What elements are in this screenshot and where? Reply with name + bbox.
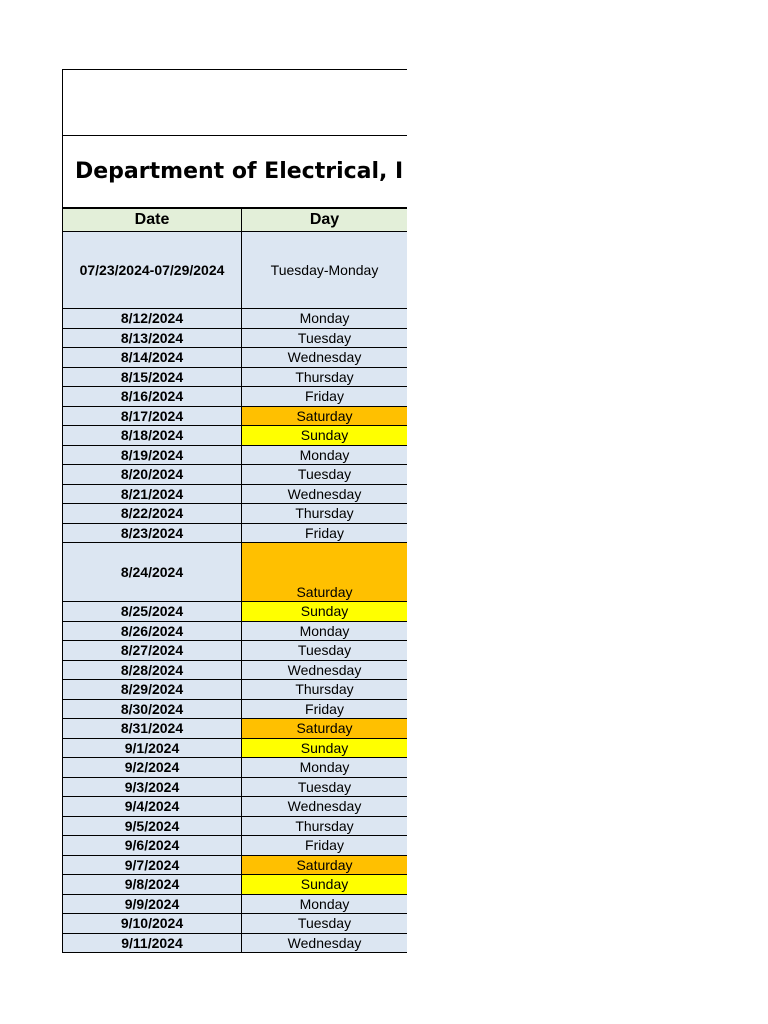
table-row bbox=[63, 328, 408, 348]
table-row bbox=[63, 641, 408, 661]
date-cell[interactable]: 8/19/2024 bbox=[63, 445, 242, 465]
day-cell[interactable]: Tuesday bbox=[242, 777, 408, 797]
day-cell[interactable]: Monday bbox=[242, 758, 408, 778]
day-cell[interactable]: Sunday bbox=[242, 602, 408, 622]
day-cell[interactable]: Friday bbox=[242, 387, 408, 407]
date-cell[interactable]: 8/23/2024 bbox=[63, 523, 242, 543]
date-cell[interactable]: 9/10/2024 bbox=[63, 914, 242, 934]
date-cell[interactable]: 8/26/2024 bbox=[63, 621, 242, 641]
day-cell[interactable]: Monday bbox=[242, 309, 408, 329]
date-cell[interactable]: 8/31/2024 bbox=[63, 719, 242, 739]
table-row bbox=[63, 465, 408, 485]
date-cell[interactable]: 8/16/2024 bbox=[63, 387, 242, 407]
day-cell[interactable]: Thursday bbox=[242, 504, 408, 524]
day-cell[interactable]: Tuesday-Monday bbox=[242, 232, 408, 309]
date-cell[interactable]: 8/24/2024 bbox=[63, 543, 242, 602]
day-cell[interactable]: Monday bbox=[242, 445, 408, 465]
spreadsheet bbox=[62, 69, 407, 953]
date-cell[interactable]: 9/2/2024 bbox=[63, 758, 242, 778]
table-row bbox=[63, 914, 408, 934]
day-cell[interactable]: Wednesday bbox=[242, 933, 408, 953]
day-cell[interactable]: Sunday bbox=[242, 738, 408, 758]
table-row bbox=[63, 445, 408, 465]
title-row[interactable] bbox=[62, 136, 407, 208]
day-cell[interactable]: Monday bbox=[242, 894, 408, 914]
day-cell[interactable]: Monday bbox=[242, 621, 408, 641]
header-day[interactable]: Day bbox=[242, 209, 408, 232]
date-cell[interactable]: 8/13/2024 bbox=[63, 328, 242, 348]
table-row bbox=[63, 543, 408, 602]
date-cell[interactable]: 9/5/2024 bbox=[63, 816, 242, 836]
table-row bbox=[63, 426, 408, 446]
date-cell[interactable]: 8/20/2024 bbox=[63, 465, 242, 485]
date-cell[interactable]: 8/28/2024 bbox=[63, 660, 242, 680]
day-cell[interactable]: Wednesday bbox=[242, 797, 408, 817]
date-cell[interactable]: 8/22/2024 bbox=[63, 504, 242, 524]
date-cell[interactable]: 8/27/2024 bbox=[63, 641, 242, 661]
table-row bbox=[63, 484, 408, 504]
date-cell[interactable]: 07/23/2024-07/29/2024 bbox=[63, 232, 242, 309]
table-row bbox=[63, 504, 408, 524]
date-cell[interactable]: 9/9/2024 bbox=[63, 894, 242, 914]
day-cell[interactable]: Thursday bbox=[242, 367, 408, 387]
date-cell[interactable]: 9/8/2024 bbox=[63, 875, 242, 895]
table-row bbox=[63, 232, 408, 309]
day-cell[interactable]: Saturday bbox=[242, 406, 408, 426]
day-cell[interactable]: Wednesday bbox=[242, 660, 408, 680]
table-row bbox=[63, 738, 408, 758]
date-cell[interactable]: 8/14/2024 bbox=[63, 348, 242, 368]
day-cell[interactable]: Tuesday bbox=[242, 465, 408, 485]
table-row bbox=[63, 816, 408, 836]
table-row bbox=[63, 933, 408, 953]
date-cell[interactable]: 9/6/2024 bbox=[63, 836, 242, 856]
table-row bbox=[63, 348, 408, 368]
table-row bbox=[63, 758, 408, 778]
header-date[interactable]: Date bbox=[63, 209, 242, 232]
table-row bbox=[63, 875, 408, 895]
table-row bbox=[63, 602, 408, 622]
date-cell[interactable]: 8/25/2024 bbox=[63, 602, 242, 622]
day-cell[interactable]: Saturday bbox=[242, 719, 408, 739]
table-row bbox=[63, 621, 408, 641]
header-row bbox=[63, 209, 408, 232]
day-cell[interactable]: Tuesday bbox=[242, 914, 408, 934]
table-row bbox=[63, 406, 408, 426]
table-row bbox=[63, 660, 408, 680]
table-row bbox=[63, 309, 408, 329]
table-row bbox=[63, 836, 408, 856]
day-cell[interactable]: Friday bbox=[242, 836, 408, 856]
date-cell[interactable]: 9/11/2024 bbox=[63, 933, 242, 953]
date-cell[interactable]: 8/12/2024 bbox=[63, 309, 242, 329]
date-cell[interactable]: 9/4/2024 bbox=[63, 797, 242, 817]
table-row bbox=[63, 523, 408, 543]
date-cell[interactable]: 8/21/2024 bbox=[63, 484, 242, 504]
day-cell[interactable]: Friday bbox=[242, 523, 408, 543]
table-body bbox=[63, 232, 408, 953]
day-cell[interactable]: Wednesday bbox=[242, 484, 408, 504]
date-cell[interactable]: 8/15/2024 bbox=[63, 367, 242, 387]
day-cell[interactable]: Friday bbox=[242, 699, 408, 719]
table-row bbox=[63, 894, 408, 914]
table-row bbox=[63, 680, 408, 700]
date-cell[interactable]: 8/17/2024 bbox=[63, 406, 242, 426]
date-cell[interactable]: 8/29/2024 bbox=[63, 680, 242, 700]
date-cell[interactable]: 8/18/2024 bbox=[63, 426, 242, 446]
day-cell[interactable]: Wednesday bbox=[242, 348, 408, 368]
table-row bbox=[63, 387, 408, 407]
banner-row[interactable] bbox=[62, 69, 407, 136]
table-row bbox=[63, 367, 408, 387]
day-cell[interactable]: Tuesday bbox=[242, 641, 408, 661]
day-cell[interactable]: Thursday bbox=[242, 680, 408, 700]
day-cell[interactable]: Saturday bbox=[242, 855, 408, 875]
table-row bbox=[63, 699, 408, 719]
date-cell[interactable]: 9/3/2024 bbox=[63, 777, 242, 797]
day-cell[interactable]: Tuesday bbox=[242, 328, 408, 348]
sheet-title: Department of Electrical, I bbox=[75, 159, 404, 184]
table-row bbox=[63, 719, 408, 739]
day-cell[interactable]: Sunday bbox=[242, 426, 408, 446]
date-cell[interactable]: 9/7/2024 bbox=[63, 855, 242, 875]
date-cell[interactable]: 9/1/2024 bbox=[63, 738, 242, 758]
table-row bbox=[63, 777, 408, 797]
date-cell[interactable]: 8/30/2024 bbox=[63, 699, 242, 719]
day-cell[interactable]: Sunday bbox=[242, 875, 408, 895]
table-row bbox=[63, 797, 408, 817]
table-row bbox=[63, 855, 408, 875]
day-cell[interactable]: Saturday bbox=[242, 543, 408, 602]
day-cell[interactable]: Thursday bbox=[242, 816, 408, 836]
schedule-table bbox=[62, 208, 407, 953]
